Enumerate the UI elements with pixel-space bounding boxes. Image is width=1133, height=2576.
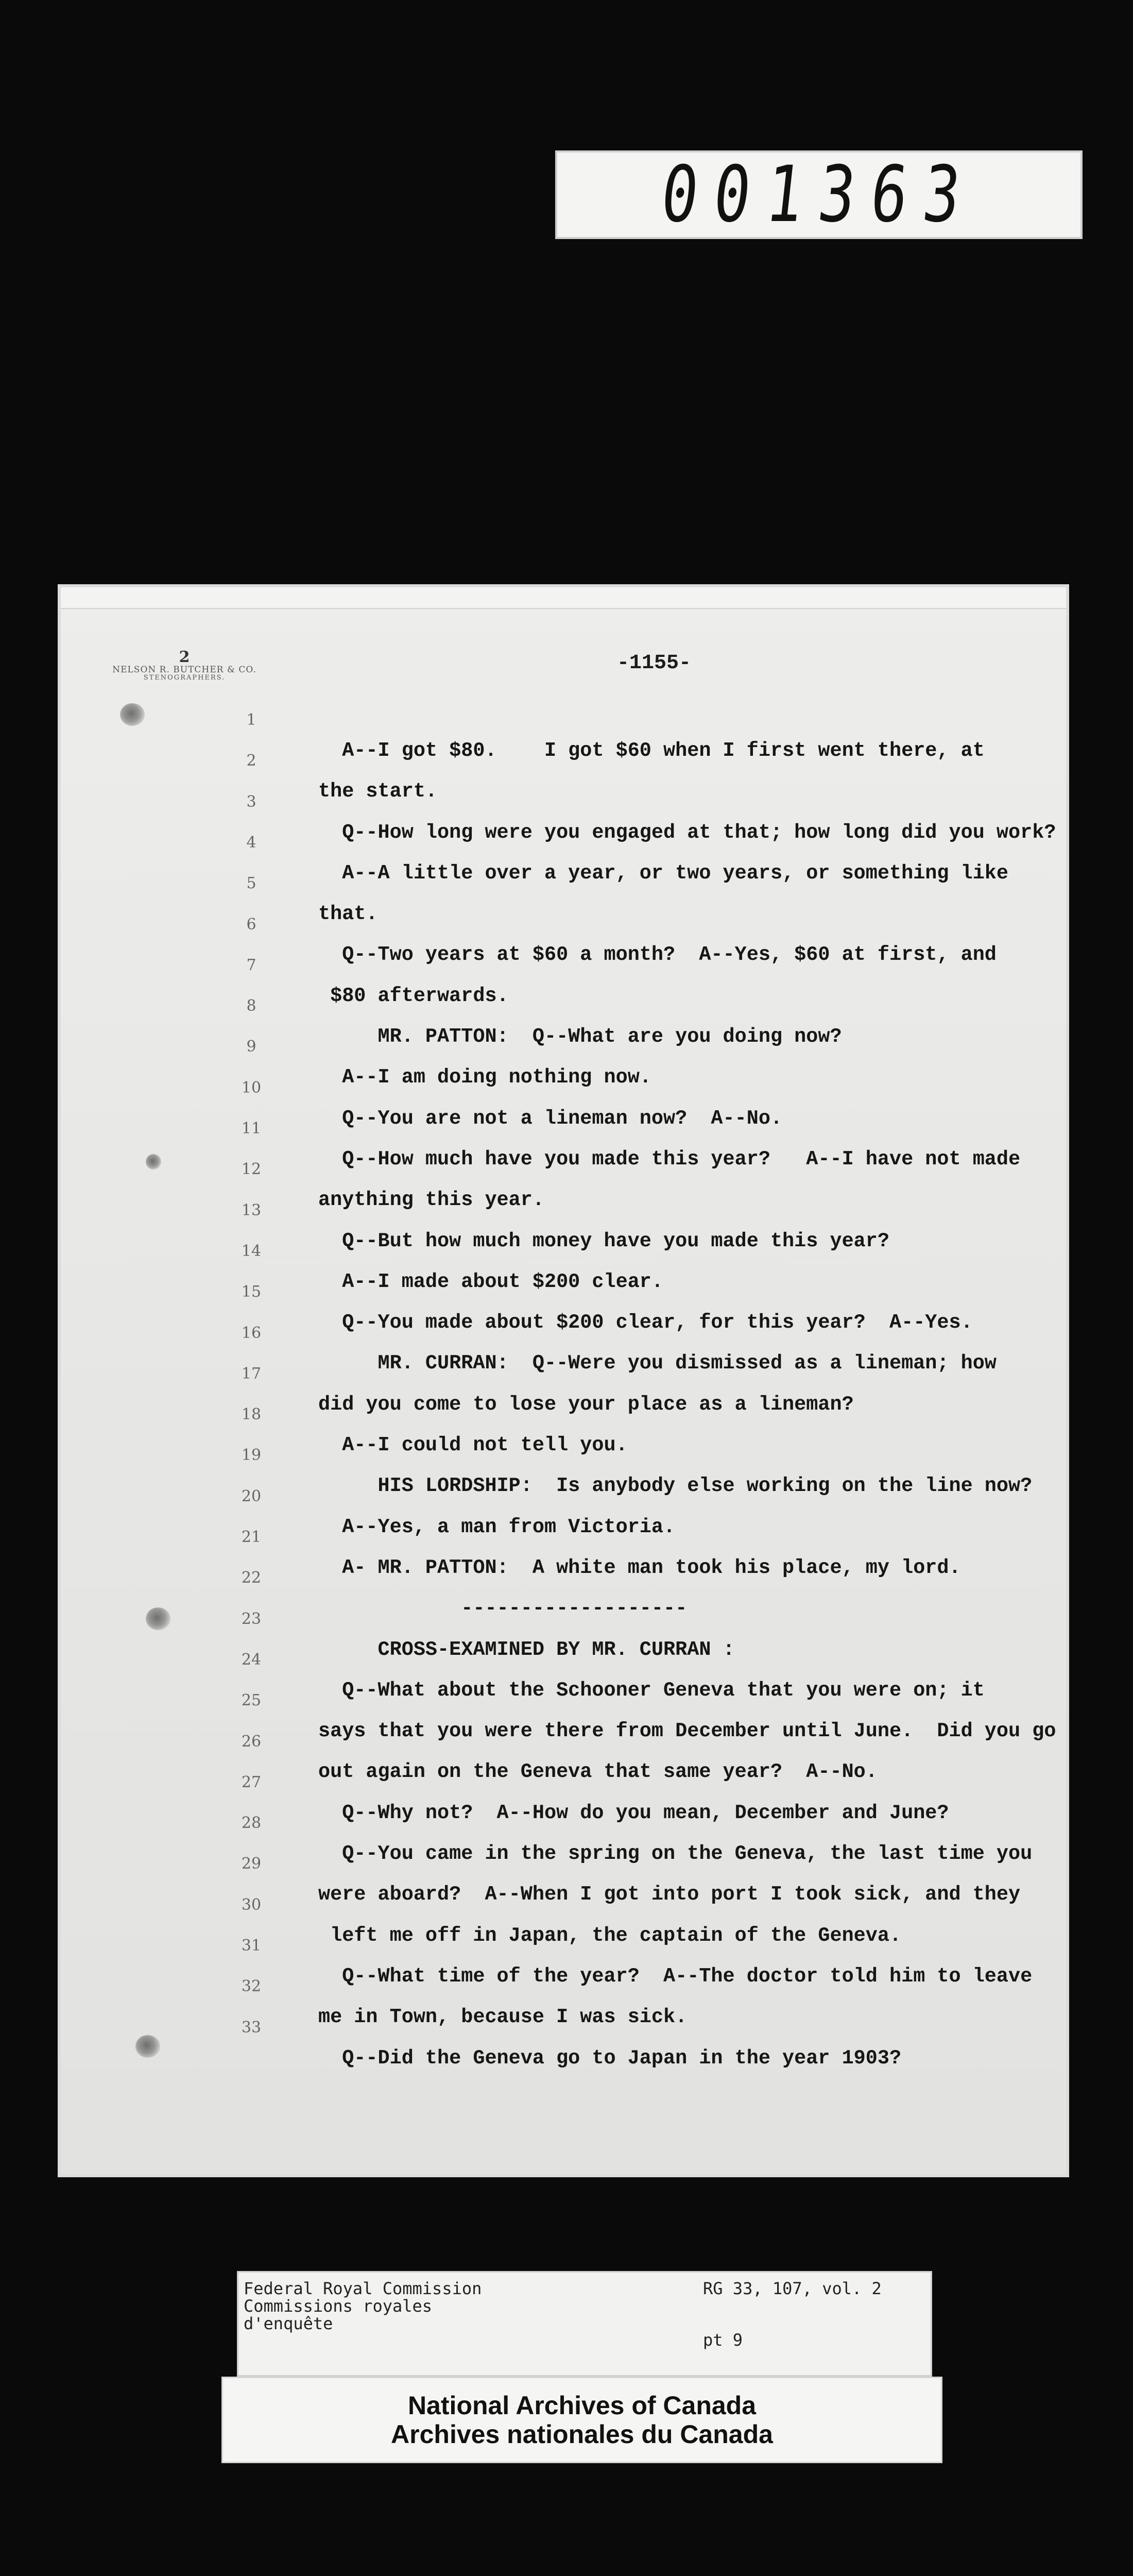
transcript-line: left me off in Japan, the captain of the Geneva. — [318, 1924, 902, 1947]
collection-title-line: Federal Royal Commission — [244, 2279, 482, 2298]
line-number: 22 — [241, 1569, 262, 1587]
page-number: -1155- — [617, 652, 692, 675]
line-number: 1 — [246, 711, 256, 729]
transcript-line: MR. CURRAN: Q--Were you dismissed as a lineman; how — [318, 1352, 997, 1375]
line-number: 20 — [241, 1487, 262, 1505]
letterhead-firm: NELSON R. BUTCHER & CO. — [112, 664, 256, 675]
transcript-line: MR. PATTON: Q--What are you doing now? — [318, 1025, 842, 1048]
transcript-line: A--I could not tell you. — [318, 1434, 628, 1457]
line-number: 19 — [241, 1446, 262, 1465]
line-number: 21 — [241, 1528, 262, 1546]
transcript-line: anything this year. — [318, 1189, 544, 1212]
line-number: 3 — [246, 792, 256, 811]
line-number: 7 — [246, 956, 256, 974]
page-top-edge — [61, 587, 1066, 609]
line-number: 29 — [241, 1855, 262, 1873]
transcript-line: Q--Two years at $60 a month? A--Yes, $60 at first, and — [318, 943, 997, 967]
transcript-line: CROSS-EXAMINED BY MR. CURRAN : — [318, 1638, 735, 1661]
line-number: 6 — [246, 915, 256, 934]
line-number: 18 — [241, 1405, 262, 1424]
letterhead-mark: 2 — [179, 648, 190, 666]
transcript-line: did you come to lose your place as a lineman? — [318, 1393, 854, 1416]
collection-title — [244, 2280, 482, 2332]
frame-number-plate — [555, 150, 1083, 239]
transcript-line: A--I am doing nothing now. — [318, 1066, 651, 1089]
line-number: 23 — [241, 1609, 262, 1628]
transcript-line: Q--How long were you engaged at that; how long did you work? — [318, 821, 1056, 844]
archive-reference-slip — [237, 2271, 932, 2377]
transcript-line: out again on the Geneva that same year? A--No. — [318, 1760, 878, 1784]
line-number: 11 — [241, 1120, 262, 1138]
line-number: 14 — [241, 1242, 262, 1260]
transcript-line: A--Yes, a man from Victoria. — [318, 1515, 676, 1538]
line-number: 25 — [241, 1691, 262, 1710]
archive-name-english: National Archives of Canada — [407, 2391, 757, 2420]
transcript-line: A- MR. PATTON: A white man took his place, my lord. — [318, 1556, 961, 1579]
transcript-line: Q--How much have you made this year? A--I have not made — [318, 1147, 1021, 1171]
line-number: 9 — [246, 1038, 256, 1056]
transcript-line: Q--You came in the spring on the Geneva, the last time you — [318, 1842, 1033, 1866]
letterhead — [112, 649, 256, 682]
transcript-line: the start. — [318, 780, 438, 803]
line-number: 28 — [241, 1814, 262, 1833]
archive-name-plate — [221, 2377, 942, 2463]
line-number: 30 — [241, 1895, 262, 1914]
line-number: 5 — [246, 874, 256, 893]
line-number: 24 — [241, 1650, 262, 1669]
archive-reference: RG 33, 107, vol. 2 — [703, 2279, 882, 2298]
line-number: 8 — [246, 997, 256, 1015]
line-number: 26 — [241, 1732, 262, 1751]
transcript-line: ------------------- — [318, 1597, 688, 1620]
line-number: 2 — [246, 752, 256, 770]
transcript-line: A--I got $80. I got $60 when I first went there, at — [318, 739, 985, 762]
transcript-line: Q--What about the Schooner Geneva that you were on; it — [318, 1679, 985, 1702]
punch-hole — [146, 1154, 161, 1170]
transcript-line: Q--Why not? A--How do you mean, December and June? — [318, 1801, 949, 1824]
letterhead-subtitle: STENOGRAPHERS. — [143, 674, 226, 682]
transcript-line: HIS LORDSHIP: Is anybody else working on the line now? — [318, 1475, 1033, 1498]
transcript-line: Q--You made about $200 clear, for this year? A--Yes. — [318, 1311, 973, 1334]
transcript-line: Q--What time of the year? A--The doctor told him to leave — [318, 1964, 1033, 1988]
archive-name-french: Archives nationales du Canada — [391, 2420, 773, 2449]
punch-hole — [135, 2035, 160, 2058]
transcript-line: Q--But how much money have you made this year? — [318, 1229, 889, 1252]
transcript-line: A--A little over a year, or two years, or something like — [318, 861, 1009, 885]
line-number: 32 — [241, 1977, 262, 1996]
punch-hole — [120, 703, 145, 726]
transcript-body — [318, 731, 1065, 2079]
frame-number: 001363 — [657, 150, 981, 240]
line-number: 16 — [241, 1324, 262, 1342]
line-number: 27 — [241, 1773, 262, 1791]
transcript-line: A--I made about $200 clear. — [318, 1270, 664, 1293]
transcript-line: Q--Did the Geneva go to Japan in the year 1903? — [318, 2046, 902, 2070]
punch-hole — [146, 1607, 170, 1630]
transcript-line: Q--You are not a lineman now? A--No. — [318, 1107, 783, 1130]
line-number: 15 — [241, 1283, 262, 1301]
collection-title-line: d'enquête — [244, 2314, 333, 2333]
line-number: 13 — [241, 1201, 262, 1219]
transcript-line: were aboard? A--When I got into port I took sick, and they — [318, 1883, 1021, 1906]
transcript-line: me in Town, because I was sick. — [318, 2006, 688, 2029]
line-number: 4 — [246, 833, 256, 852]
transcript-line: $80 afterwards. — [318, 984, 509, 1007]
transcript-line: says that you were there from December until June. Did you go — [318, 1720, 1056, 1743]
line-number: 31 — [241, 1937, 262, 1955]
collection-title-line: Commissions royales — [244, 2296, 433, 2316]
line-number: 10 — [241, 1078, 262, 1097]
archive-part: pt 9 — [703, 2330, 743, 2350]
line-number: 33 — [241, 2018, 262, 2037]
document-page — [61, 587, 1066, 2174]
transcript-line: that. — [318, 903, 378, 926]
line-number: 17 — [241, 1364, 262, 1383]
line-number: 12 — [241, 1160, 262, 1179]
